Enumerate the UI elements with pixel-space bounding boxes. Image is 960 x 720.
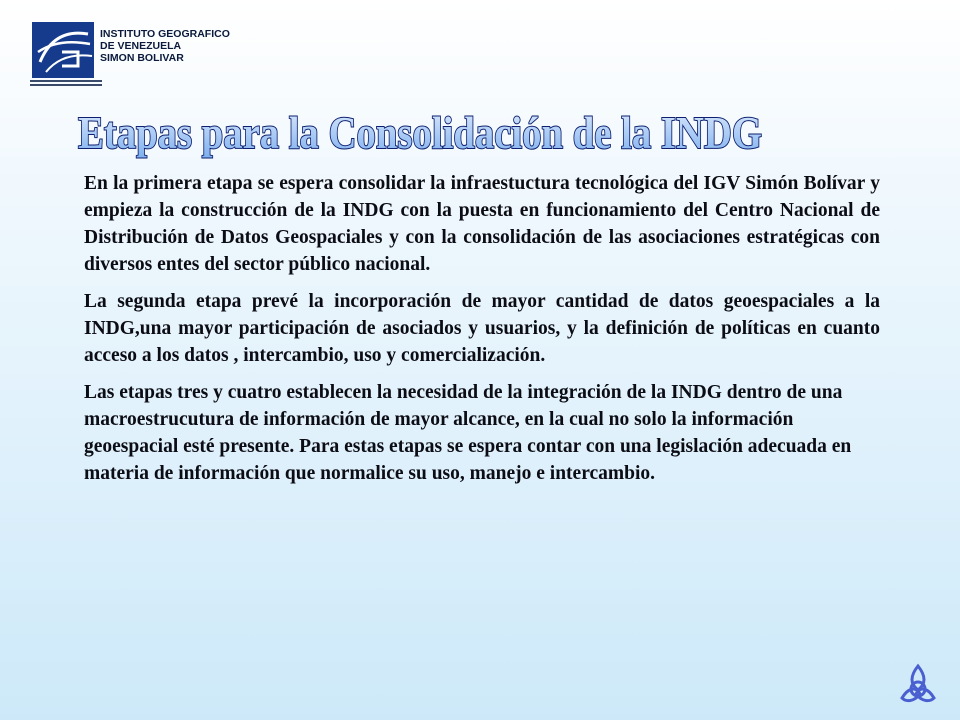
paragraph-3: Las etapas tres y cuatro establecen la necesidad de la integración de la INDG dentro de una macroestrucutura de información de mayor alcance, en la cual no solo la información geoespacial esté presente. Para estas etapas se espera contar con una legislación adecuada en materia de información que normalice su uso, manejo e intercambio.: [84, 382, 852, 484]
page-title: [70, 96, 770, 166]
logo-subtitle-lines: [30, 80, 102, 88]
trinity-knot-icon: [896, 662, 940, 706]
paragraph-2: La segunda etapa prevé la incorporación de mayor cantidad de datos geoespaciales a la INDG,una mayor participación de asociados y usuarios, y la definición de políticas en cuanto acceso a los datos , intercambio, uso y comercialización.: [84, 291, 880, 366]
institute-line: INSTITUTO GEOGRAFICO: [100, 28, 230, 40]
page-title-text: Etapas para la Consolidación de la INDG: [78, 107, 762, 158]
institute-line: DE VENEZUELA: [100, 40, 182, 52]
institute-line: SIMON BOLIVAR: [100, 52, 184, 64]
institute-name: [100, 28, 230, 64]
content-body: [84, 170, 880, 497]
igv-logo-icon: [32, 22, 94, 78]
paragraph-1: En la primera etapa se espera consolidar la infraestuctura tecnológica del IGV Simón Bolívar y empieza la construcción de la INDG con la puesta en funcionamiento del Centro Nacional de Distribución de Datos Geospaciales y con la consolidación de las asociaciones estratégicas con diversos entes del sector público nacional.: [84, 173, 880, 275]
